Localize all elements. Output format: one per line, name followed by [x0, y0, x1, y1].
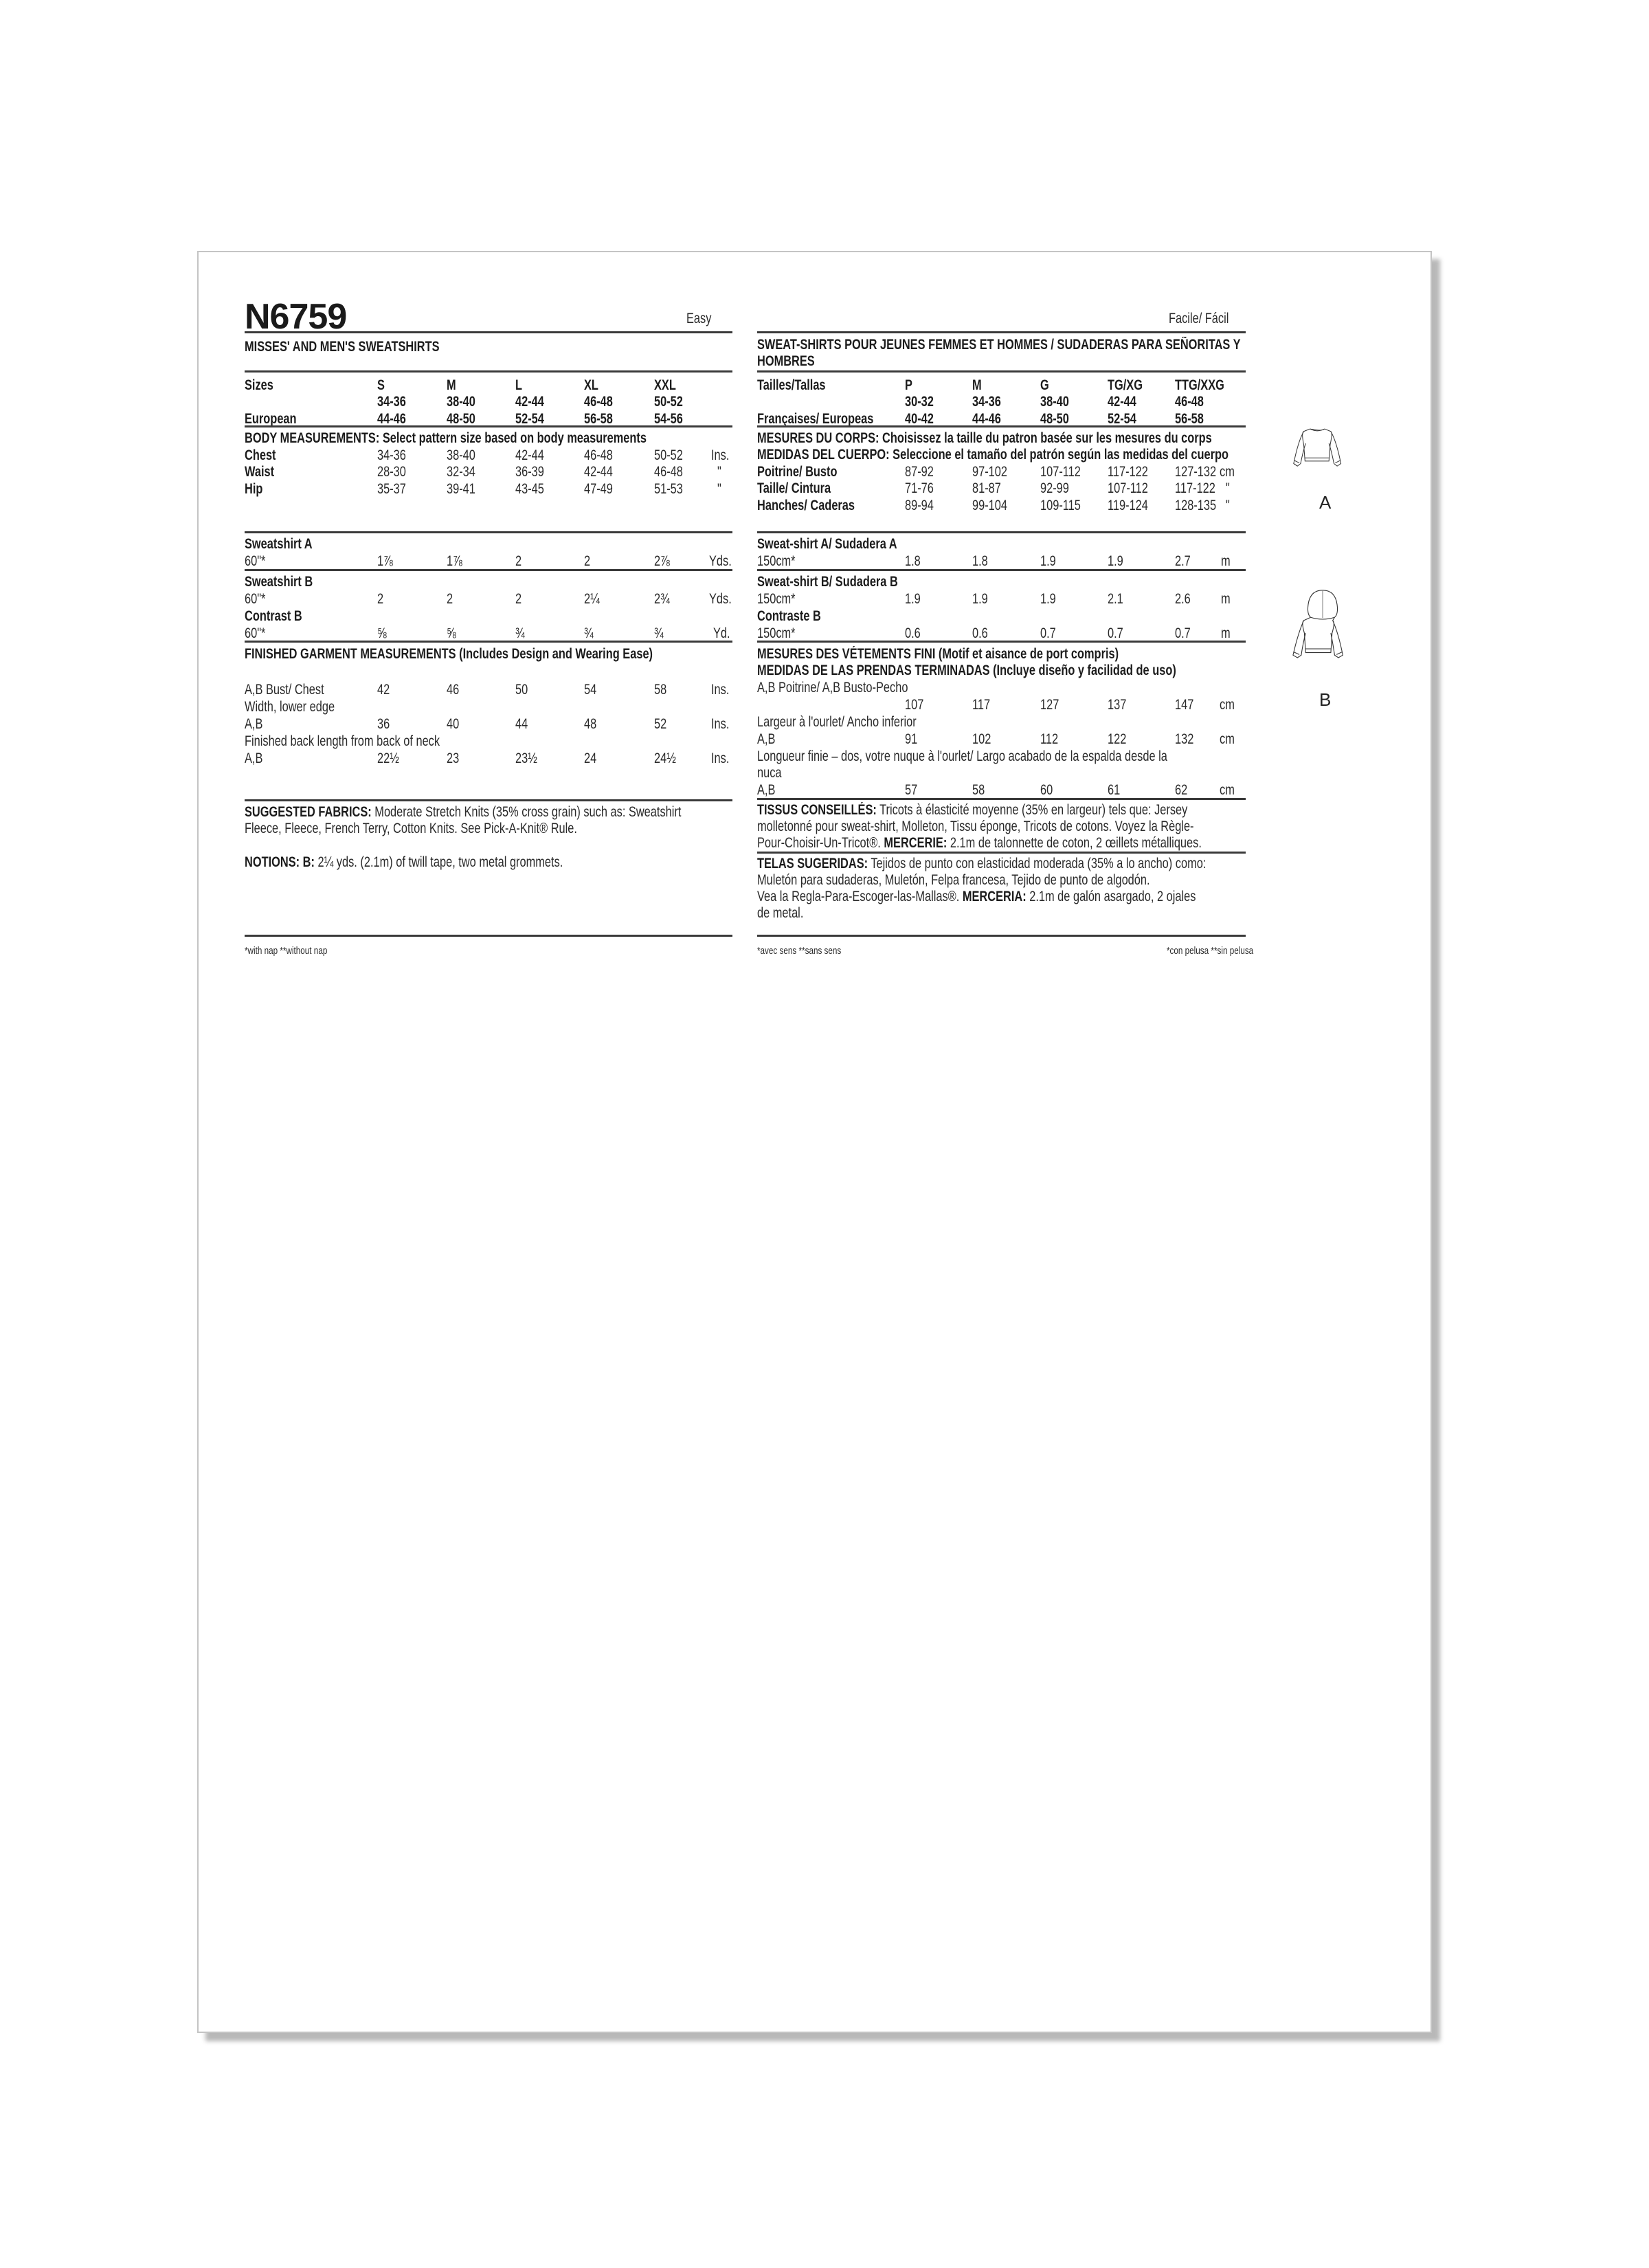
row-label: Hip — [245, 481, 263, 497]
row-label: A,B — [757, 731, 776, 747]
row-label: Chest — [245, 447, 276, 463]
cell: 137 — [1108, 697, 1127, 713]
fabric-width: 150cm* — [757, 591, 796, 607]
cell: 51-53 — [654, 481, 683, 497]
size-letter: P — [905, 377, 912, 393]
size-letter: TTG/XXG — [1175, 377, 1224, 393]
cell: ⅝ — [377, 625, 387, 641]
view-b-label: B — [1319, 689, 1332, 710]
divider — [245, 935, 732, 937]
cell: 1⅞ — [447, 553, 462, 569]
cell: 0.6 — [972, 625, 988, 641]
cell: 2¼ — [584, 591, 600, 607]
divider — [245, 641, 732, 643]
finished-heading-es: MEDIDAS DE LAS PRENDAS TERMINADAS (Incluye diseño y facilidad de uso) — [757, 663, 1176, 678]
cell: 58 — [654, 682, 667, 698]
fabric-width: 60"* — [245, 553, 266, 569]
cell: 2 — [447, 591, 453, 607]
fabrics-es-text: Vea la Regla-Para-Escoger-las-Mallas®. — [757, 889, 963, 904]
fabrics-fr-line1 — [757, 802, 1187, 819]
cell: 2.1 — [1108, 591, 1123, 607]
row-label: Taille/ Cintura — [757, 480, 831, 496]
cell: 112 — [1040, 731, 1059, 747]
notions-text: 2¼ yds. (2.1m) of twill tape, two metal grommets. — [314, 854, 563, 870]
finished-heading-fr: MESURES DES VÉTEMENTS FINI (Motif et aisance de port compris) — [757, 646, 1119, 662]
unit: cm — [1220, 782, 1235, 798]
view-label: Sweat-shirt B/ Sudadera B — [757, 574, 898, 590]
size-letter: XL — [584, 377, 598, 393]
cell: 61 — [1108, 782, 1121, 798]
sizes-label: Sizes — [245, 377, 273, 393]
size-letter: L — [515, 377, 523, 393]
european-size: 44-46 — [377, 411, 406, 427]
cell: 0.7 — [1040, 625, 1056, 641]
cell: 52 — [654, 716, 667, 732]
unit: cm — [1220, 731, 1235, 747]
divider — [245, 799, 732, 801]
fabrics-es-text: Tejidos de punto con elasticidad moderada (35% a lo ancho) como: — [868, 856, 1207, 871]
row-label: A,B — [245, 751, 263, 766]
notions-fr-label: MERCERIE: — [884, 835, 947, 851]
cell: 97-102 — [972, 464, 1008, 480]
unit: " — [717, 464, 721, 480]
european-size: 40-42 — [905, 411, 934, 427]
row-sublabel: Width, lower edge — [245, 699, 335, 715]
cell: 60 — [1040, 782, 1053, 798]
cell: 2 — [584, 553, 591, 569]
cell: 71-76 — [905, 480, 934, 496]
divider — [245, 370, 732, 373]
sizes-label: Tailles/Tallas — [757, 377, 826, 393]
cell: 2¾ — [654, 591, 670, 607]
body-measurements-heading: BODY MEASUREMENTS: Select pattern size based on body measurements — [245, 430, 647, 446]
cell: 117-122 — [1175, 480, 1215, 496]
cell: 32-34 — [447, 464, 475, 480]
difficulty-label-fr-es: Facile/ Fácil — [1169, 311, 1229, 326]
cell: 1⅞ — [377, 553, 393, 569]
cell: 46 — [447, 682, 460, 698]
cell: 36 — [377, 716, 390, 732]
fabrics-es-line4: de metal. — [757, 905, 804, 921]
divider — [245, 331, 732, 333]
cell: 132 — [1175, 731, 1194, 747]
row-sublabel-line2: nuca — [757, 765, 782, 781]
european-size: 52-54 — [515, 411, 544, 427]
row-label: Poitrine/ Busto — [757, 464, 838, 480]
cell: 43-45 — [515, 481, 544, 497]
european-size: 48-50 — [1040, 411, 1069, 427]
row-sublabel: Finished back length from back of neck — [245, 733, 440, 749]
body-measurements-heading-es: MEDIDAS DEL CUERPO: Seleccione el tamaño del patrón según las medidas del cuerpo — [757, 447, 1229, 463]
cell: 0.6 — [905, 625, 921, 641]
cell: 1.9 — [1108, 553, 1123, 569]
notions — [245, 854, 563, 871]
cell: 128-135 — [1175, 498, 1217, 513]
unit: m — [1221, 625, 1231, 641]
cell: 109-115 — [1040, 498, 1081, 513]
divider — [757, 331, 1246, 333]
cell: 48 — [584, 716, 597, 732]
unit: " — [717, 481, 721, 497]
cell: 38-40 — [447, 447, 475, 463]
pattern-title-fr-es-line2: HOMBRES — [757, 353, 815, 369]
row-sublabel: Longueur finie – dos, votre nuque à l'ourlet/ Largo acabado de la espalda desde la — [757, 748, 1167, 764]
size-letter: G — [1040, 377, 1049, 393]
pattern-code: N6759 — [245, 297, 347, 337]
size-range: 34-36 — [377, 394, 406, 410]
cell: 24½ — [654, 751, 676, 766]
suggested-fabrics-label: SUGGESTED FABRICS: — [245, 804, 372, 820]
divider — [757, 531, 1246, 533]
cell: 0.7 — [1108, 625, 1123, 641]
european-size: 44-46 — [972, 411, 1001, 427]
size-range: 42-44 — [1108, 394, 1136, 410]
fabrics-fr-text: Pour-Choisir-Un-Tricot®. — [757, 835, 884, 851]
unit: cm — [1220, 464, 1235, 480]
size-range: 38-40 — [447, 394, 475, 410]
european-label: European — [245, 411, 297, 427]
cell: 46-48 — [654, 464, 683, 480]
cell: 40 — [447, 716, 460, 732]
divider — [245, 425, 732, 427]
fabrics-fr-line3 — [757, 835, 1202, 852]
divider — [757, 370, 1246, 373]
cell: 119-124 — [1108, 498, 1148, 513]
cell: 107-112 — [1040, 464, 1081, 480]
row-label: A,B — [757, 782, 776, 798]
size-letter: TG/XG — [1108, 377, 1143, 393]
notions-label: NOTIONS: B: — [245, 854, 315, 870]
divider — [245, 531, 732, 533]
view-label: Sweatshirt B — [245, 574, 313, 590]
european-label: Françaises/ Europeas — [757, 411, 874, 427]
cell: 36-39 — [515, 464, 544, 480]
view-b-illustration — [1285, 575, 1360, 720]
row-label: A,B Bust/ Chest — [245, 682, 324, 698]
cell: 58 — [972, 782, 985, 798]
divider — [757, 569, 1246, 571]
cell: 117 — [972, 697, 991, 713]
size-range: 46-48 — [1175, 394, 1204, 410]
cell: 117-122 — [1108, 464, 1148, 480]
unit: m — [1221, 591, 1231, 607]
divider — [757, 425, 1246, 427]
body-measurements-heading-fr: MESURES DU CORPS: Choisissez la taille du patron basée sur les mesures du corps — [757, 430, 1212, 446]
view-a-label: A — [1319, 492, 1332, 513]
fabrics-es-line2: Muletón para sudaderas, Muletón, Felpa francesa, Tejido de punto de algodón. — [757, 872, 1150, 888]
cell: 35-37 — [377, 481, 406, 497]
cell: 127-132 — [1175, 464, 1217, 480]
unit: Ins. — [711, 716, 730, 732]
cell: 2.6 — [1175, 591, 1191, 607]
size-letter: S — [377, 377, 385, 393]
fabrics-es-label: TELAS SUGERIDAS: — [757, 856, 868, 871]
suggested-fabrics-line2: Fleece, Fleece, French Terry, Cotton Knits. See Pick-A-Knit® Rule. — [245, 821, 577, 836]
cell: 107 — [905, 697, 924, 713]
unit: Ins. — [711, 751, 730, 766]
footnote-nap-es: *con pelusa **sin pelusa — [1167, 945, 1254, 957]
cell: 147 — [1175, 697, 1194, 713]
notions-es-label: MERCERIA: — [962, 889, 1027, 904]
size-range: 50-52 — [654, 394, 683, 410]
cell: 46-48 — [584, 447, 613, 463]
cell: 50 — [515, 682, 528, 698]
cell: 23 — [447, 751, 460, 766]
size-range: 30-32 — [905, 394, 934, 410]
cell: 1.8 — [972, 553, 988, 569]
cell: 122 — [1108, 731, 1127, 747]
hooded-sweatshirt-icon — [1285, 575, 1360, 678]
cell: 92-99 — [1040, 480, 1069, 496]
fabrics-es-line3 — [757, 889, 1196, 905]
size-letter: M — [972, 377, 982, 393]
cell: 0.7 — [1175, 625, 1191, 641]
footnote-nap-fr: *avec sens **sans sens — [757, 945, 842, 957]
cell: 1.8 — [905, 553, 921, 569]
cell: 34-36 — [377, 447, 406, 463]
divider — [757, 798, 1246, 800]
unit: Yd. — [713, 625, 730, 641]
cell: 2 — [515, 591, 522, 607]
view-label: Contrast B — [245, 608, 302, 624]
difficulty-label: Easy — [686, 311, 712, 326]
european-size: 48-50 — [447, 411, 475, 427]
cell: 23½ — [515, 751, 537, 766]
european-size: 54-56 — [654, 411, 683, 427]
cell: 47-49 — [584, 481, 613, 497]
view-label: Sweatshirt A — [245, 536, 313, 552]
cell: 107-112 — [1108, 480, 1148, 496]
cell: 127 — [1040, 697, 1059, 713]
cell: 2 — [515, 553, 522, 569]
divider — [245, 569, 732, 571]
cell: 39-41 — [447, 481, 475, 497]
cell: 42-44 — [584, 464, 613, 480]
fabrics-es-line1 — [757, 856, 1206, 872]
fabric-width: 60"* — [245, 591, 266, 607]
unit: Yds. — [709, 591, 732, 607]
divider — [757, 641, 1246, 643]
cell: 42-44 — [515, 447, 544, 463]
crewneck-sweatshirt-icon — [1285, 407, 1360, 482]
fabric-width: 150cm* — [757, 625, 796, 641]
cell: 57 — [905, 782, 918, 798]
view-label: Contraste B — [757, 608, 821, 624]
unit: " — [1226, 498, 1230, 513]
cell: 54 — [584, 682, 597, 698]
cell: ⅝ — [447, 625, 456, 641]
fabrics-fr-line2: molletonné pour sweat-shirt, Molleton, Tissu éponge, Tricots de cotons. Voyez la Règle- — [757, 819, 1194, 834]
pattern-title-fr-es: SWEAT-SHIRTS POUR JEUNES FEMMES ET HOMMES / SUDADERAS PARA SEÑORITAS Y — [757, 337, 1241, 353]
cell: 1.9 — [1040, 591, 1056, 607]
cell: 81-87 — [972, 480, 1001, 496]
cell: ¾ — [584, 625, 594, 641]
suggested-fabrics — [245, 804, 681, 821]
view-label: Sweat-shirt A/ Sudadera A — [757, 536, 897, 552]
cell: 2 — [377, 591, 384, 607]
cell: 44 — [515, 716, 528, 732]
unit: cm — [1220, 697, 1235, 713]
view-a-illustration — [1285, 407, 1360, 531]
size-range: 46-48 — [584, 394, 613, 410]
cell: 102 — [972, 731, 991, 747]
cell: 2⅞ — [654, 553, 670, 569]
suggested-fabrics-text: Moderate Stretch Knits (35% cross grain) such as: Sweatshirt — [371, 804, 682, 820]
footnote-nap: *with nap **without nap — [245, 945, 328, 957]
cell: 24 — [584, 751, 597, 766]
cell: 89-94 — [905, 498, 934, 513]
size-letter: XXL — [654, 377, 676, 393]
row-sublabel: Largeur à l'ourlet/ Ancho inferior — [757, 714, 917, 730]
unit: " — [1226, 480, 1230, 496]
cell: 28-30 — [377, 464, 406, 480]
unit: m — [1221, 553, 1231, 569]
unit: Ins. — [711, 447, 730, 463]
pattern-title: MISSES' AND MEN'S SWEATSHIRTS — [245, 339, 440, 355]
fabrics-fr-text: Tricots à élasticité moyenne (35% en largeur) tels que: Jersey — [876, 802, 1188, 818]
fabric-width: 150cm* — [757, 553, 796, 569]
cell: 62 — [1175, 782, 1188, 798]
divider — [757, 852, 1246, 854]
row-label: Hanches/ Caderas — [757, 498, 855, 513]
cell: 1.9 — [905, 591, 921, 607]
pattern-envelope-back-page — [197, 251, 1432, 2033]
row-label: Waist — [245, 464, 275, 480]
size-range: 38-40 — [1040, 394, 1069, 410]
cell: 50-52 — [654, 447, 683, 463]
cell: 99-104 — [972, 498, 1008, 513]
size-letter: M — [447, 377, 456, 393]
european-size: 56-58 — [1175, 411, 1204, 427]
cell: 91 — [905, 731, 918, 747]
cell: ¾ — [515, 625, 525, 641]
fabrics-fr-label: TISSUS CONSEILLÉS: — [757, 802, 877, 818]
cell: ¾ — [654, 625, 664, 641]
fabric-width: 60"* — [245, 625, 266, 641]
finished-heading: FINISHED GARMENT MEASUREMENTS (Includes Design and Wearing Ease) — [245, 646, 653, 662]
cell: 22½ — [377, 751, 399, 766]
size-range: 42-44 — [515, 394, 544, 410]
european-size: 52-54 — [1108, 411, 1136, 427]
cell: 1.9 — [1040, 553, 1056, 569]
notions-es-text: 2.1m de galón asargado, 2 ojales — [1026, 889, 1196, 904]
cell: 2.7 — [1175, 553, 1191, 569]
cell: 42 — [377, 682, 390, 698]
cell: 87-92 — [905, 464, 934, 480]
european-size: 56-58 — [584, 411, 613, 427]
unit: Yds. — [709, 553, 732, 569]
cell: 1.9 — [972, 591, 988, 607]
row-sublabel: A,B Poitrine/ A,B Busto-Pecho — [757, 680, 908, 696]
row-label: A,B — [245, 716, 263, 732]
divider — [757, 935, 1246, 937]
notions-fr-text: 2.1m de talonnette de coton, 2 œillets métalliques. — [947, 835, 1202, 851]
size-range: 34-36 — [972, 394, 1001, 410]
unit: Ins. — [711, 682, 730, 698]
